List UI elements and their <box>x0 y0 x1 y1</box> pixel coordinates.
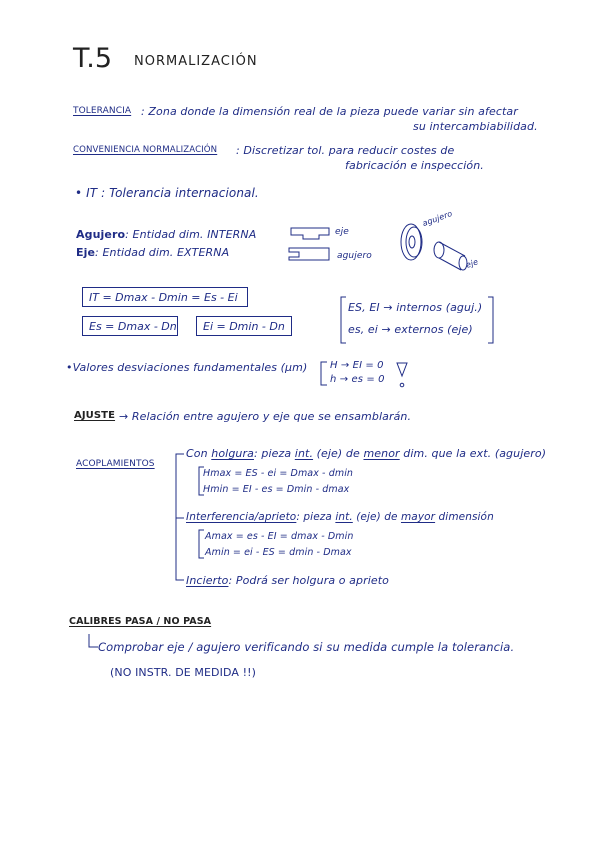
warning-mark <box>395 360 409 390</box>
interferencia-word: Interferencia/aprieto <box>186 511 297 523</box>
interferencia-line2: Amin = ei - ES = dmin - Dmax <box>205 547 352 558</box>
holgura-int: int. <box>294 447 314 460</box>
ajuste-def: → Relación entre agujero y eje que se ensamblarán. <box>119 410 412 423</box>
eje-label: Eje <box>76 246 96 259</box>
title-number: T.5 <box>73 43 113 74</box>
tolerancia-def-line1: : Zona donde la dimensión real de la pieza puede variar sin afectar <box>141 105 518 118</box>
ei-formula: Ei = Dmin - Dn <box>203 320 285 333</box>
conveniencia-def-line1: : Discretizar tol. para reducir costes de <box>236 144 455 157</box>
drawing-agujero-label: agujero <box>421 208 454 229</box>
conveniencia-def-line2: fabricación e inspección. <box>345 159 484 172</box>
holgura-post: dim. que la ext. (agujero) <box>399 447 547 460</box>
tolerancia-def-line2: su intercambiabilidad. <box>413 120 538 133</box>
acoplamientos-term: ACOPLAMIENTOS <box>76 459 155 469</box>
calibres-line2: (NO INSTR. DE MEDIDA !!) <box>110 666 256 679</box>
holgura-line2: Hmin = EI - es = Dmin - dmax <box>203 484 350 495</box>
interferencia-line1: Amax = es - EI = dmax - Dmin <box>205 531 354 542</box>
eje-definition <box>76 247 229 258</box>
eje-agujero-sketch <box>285 224 335 264</box>
bracket-line2: es, ei → externos (eje) <box>348 323 473 336</box>
interferencia-post: dimensión <box>435 511 494 523</box>
interferencia-heading <box>186 512 494 523</box>
conveniencia-term: CONVENIENCIA NORMALIZACIÓN <box>73 145 218 155</box>
eje-def: : Entidad dim. EXTERNA <box>95 246 230 259</box>
incierto-word: Incierto <box>186 574 229 587</box>
calibres-line1: Comprobar eje / agujero verificando si su medida cumple la tolerancia. <box>98 640 515 654</box>
sketch-eje-label: eje <box>335 227 349 237</box>
it-definition: • IT : Tolerancia internacional. <box>75 186 259 200</box>
drawing-eje-label: eje <box>464 257 480 270</box>
holgura-mid2: (eje) de <box>313 447 364 460</box>
desviaciones-text: •Valores desviaciones fundamentales (μm) <box>66 361 308 374</box>
it-formula: IT = Dmax - Dmin = Es - Ei <box>89 291 238 304</box>
desviaciones-bracket <box>318 360 330 388</box>
incierto-heading <box>186 575 389 586</box>
calibres-title: CALIBRES PASA / NO PASA <box>69 616 212 627</box>
ei-formula-box <box>196 316 292 336</box>
bracket-line1: ES, EI → internos (aguj.) <box>348 301 483 314</box>
agujero-def: : Entidad dim. INTERNA <box>125 228 257 241</box>
tolerancia-term: TOLERANCIA <box>73 106 132 116</box>
holgura-line1: Hmax = ES - ei = Dmax - dmin <box>203 468 354 479</box>
incierto-post: : Podrá ser holgura o aprieto <box>228 574 389 587</box>
holgura-mid: : pieza <box>253 447 295 460</box>
desviaciones-line2: h → es = 0 <box>330 374 385 385</box>
interferencia-mid: : pieza <box>296 511 336 523</box>
interferencia-int: int. <box>335 511 353 523</box>
interferencia-mayor: mayor <box>400 511 436 523</box>
holgura-pre: Con <box>186 447 212 460</box>
es-formula-box <box>82 316 178 336</box>
it-formula-box <box>82 287 248 307</box>
desviaciones-line1: H → EI = 0 <box>330 360 384 371</box>
holgura-word: holgura <box>211 447 254 460</box>
holgura-heading <box>186 448 546 459</box>
es-formula: Es = Dmax - Dn <box>89 320 177 333</box>
interferencia-mid2: (eje) de <box>352 511 401 523</box>
agujero-label: Agujero <box>76 228 126 241</box>
title-word: NORMALIZACIÓN <box>134 54 258 69</box>
holgura-menor: menor <box>363 447 400 460</box>
agujero-definition <box>76 229 256 240</box>
ajuste-term: AJUSTE <box>74 410 116 421</box>
sketch-agujero-label: agujero <box>337 251 372 261</box>
